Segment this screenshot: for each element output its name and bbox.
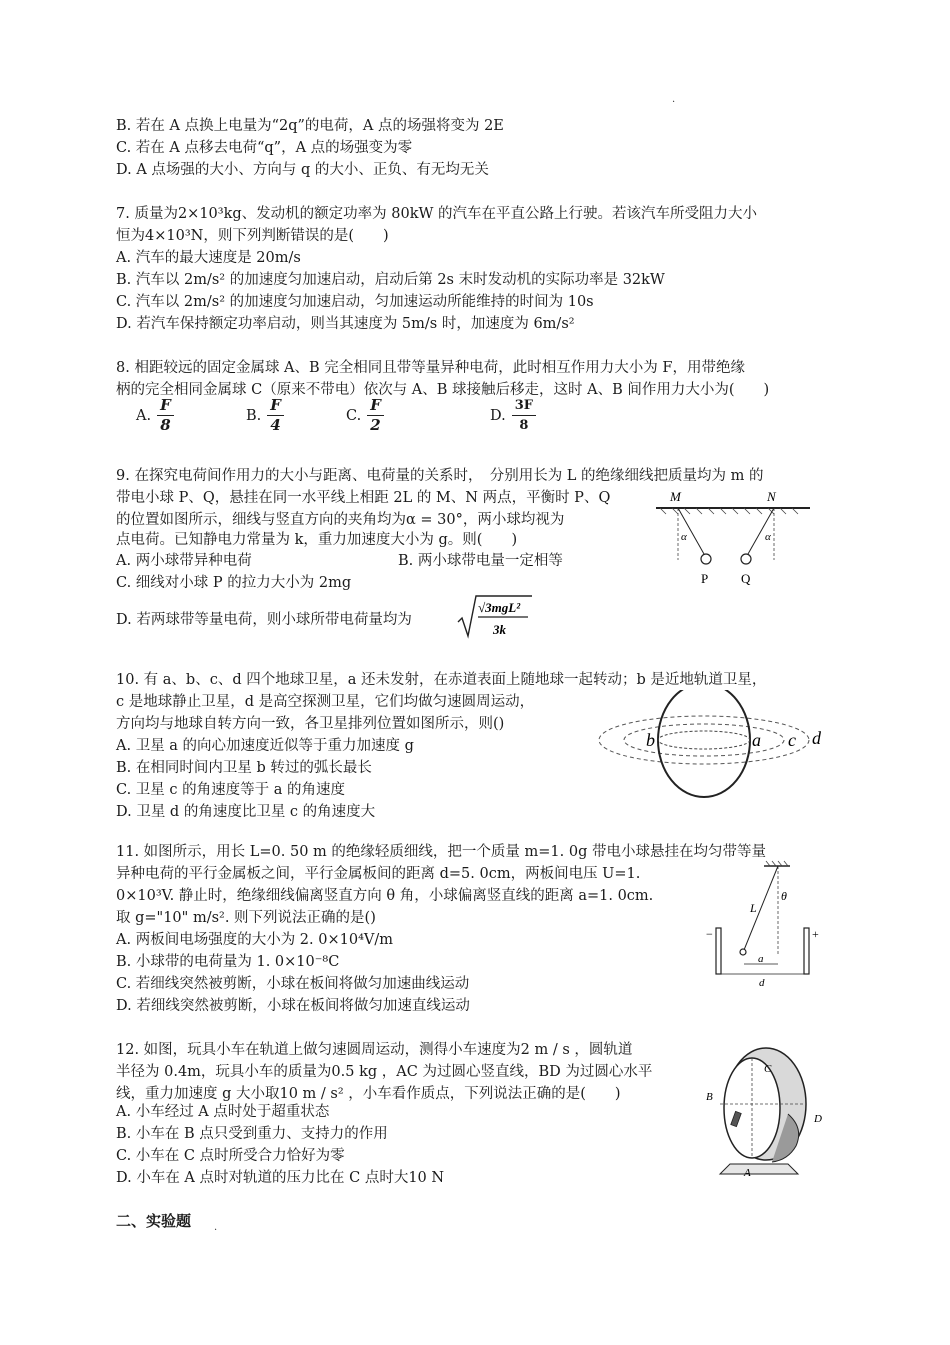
q9-option-c: C. 细线对小球 P 的拉力大小为 2mg — [116, 575, 352, 591]
q11-stem-4: 取 g="10" m/s². 则下列说法正确的是() — [116, 910, 376, 926]
q10-label-a: a — [752, 730, 761, 750]
stray-dot: . — [672, 94, 676, 105]
q10-stem-1: 10. 有 a、b、c、d 四个地球卫星，a 还未发射，在赤道表面上随地球一起转动；b 是近地轨道卫星， — [116, 672, 767, 688]
fraction-numerator: F — [267, 398, 284, 416]
q10-label-d: d — [812, 728, 821, 748]
q12-option-d: D. 小车在 A 点时对轨道的压力比在 C 点时大10 N — [116, 1170, 445, 1186]
q9-stem-2: 带电小球 P、Q，悬挂在同一水平线上相距 2L 的 M、N 两点，平衡时 P、Q — [116, 490, 611, 506]
q11-option-b: B. 小球带的电荷量为 1. 0×10⁻⁸C — [116, 954, 340, 970]
q12-label-d: D — [814, 1113, 822, 1125]
q11-label-d: d — [759, 977, 765, 989]
q12-loop-track-figure — [700, 1042, 830, 1182]
stray-dot: . — [214, 1222, 218, 1233]
q11-stem-1: 11. 如图所示，用长 L=0. 50 m 的绝缘轻质细线，把一个质量 m=1. 0g 带电小球悬挂在均匀带等量 — [116, 844, 766, 860]
fraction-numerator: F — [157, 398, 174, 416]
q11-stem-3: 0×10³V. 静止时，绝缘细线偏离竖直方向 θ 角，小球偏离竖直线的距离 a=1. 0cm. — [116, 888, 654, 904]
q11-ball — [740, 949, 746, 955]
q8-option-d-label: D. — [490, 407, 506, 424]
fraction-denominator: 8 — [160, 416, 171, 434]
q11-option-c: C. 若细线突然被剪断，小球在板间将做匀加速曲线运动 — [116, 976, 470, 992]
q11-label-theta: θ — [781, 889, 787, 903]
q10-option-b: B. 在相同时间内卫星 b 转过的弧长最长 — [116, 760, 372, 776]
q8-option-a-fraction — [157, 398, 174, 433]
q7-option-d: D. 若汽车保持额定功率启动，则当其速度为 5m/s 时，加速度为 6m/s² — [116, 316, 575, 332]
q8-option-a-label: A. — [136, 407, 152, 424]
q8-stem-1: 8. 相距较远的固定金属球 A、B 完全相同且带等量异种电荷，此时相互作用力大小为 F，用带绝缘 — [116, 360, 745, 376]
q9-option-b: B. 两小球带电量一定相等 — [398, 553, 563, 569]
q12-option-b: B. 小车在 B 点只受到重力、支持力的作用 — [116, 1126, 388, 1142]
q11-label-a: a — [758, 953, 764, 965]
q8-option-d — [490, 398, 536, 433]
q7-stem-2: 恒为4×10³N，则下列判断错误的是( ) — [116, 228, 389, 244]
fraction-denominator: 2 — [370, 416, 381, 434]
ball-q — [741, 554, 751, 564]
q8-option-b-fraction — [267, 398, 284, 433]
q7-option-b: B. 汽车以 2m/s² 的加速度匀加速启动，启动后第 2s 末时发动机的实际功率是 32kW — [116, 272, 665, 288]
q11-capacitor-figure — [706, 860, 826, 990]
q12-option-c: C. 小车在 C 点时所受合力恰好为零 — [116, 1148, 345, 1164]
q7-option-a: A. 汽车的最大速度是 20m/s — [116, 250, 301, 266]
q10-satellite-figure — [594, 690, 839, 805]
q11-option-a: A. 两板间电场强度的大小为 2. 0×10⁴V/m — [116, 932, 393, 948]
q10-option-d: D. 卫星 d 的角速度比卫星 c 的角速度大 — [116, 804, 376, 820]
q7-option-c: C. 汽车以 2m/s² 的加速度匀加速启动，匀加速运动所能维持的时间为 10s — [116, 294, 594, 310]
q9-label-q: Q — [741, 571, 751, 586]
q9-label-p: P — [701, 571, 709, 586]
q9-label-m: M — [670, 489, 681, 504]
ball-p — [701, 554, 711, 564]
q12-label-c: C — [764, 1063, 772, 1075]
q9-stem-4: 点电荷。已知静电力常量为 k，重力加速度大小为 g。则( ) — [116, 532, 518, 548]
q12-stem-3: 线，重力加速度 g 大小取10 m / s² ，小车看作质点，下列说法正确的是( ) — [116, 1086, 621, 1102]
q9-option-d: D. 若两球带等量电荷，则小球所带电荷量均为 — [116, 612, 412, 628]
q12-label-a: A — [744, 1167, 751, 1179]
q9-option-a: A. 两小球带异种电荷 — [116, 553, 252, 569]
q9-formula-numerator: √3mgL² — [478, 600, 521, 615]
q12-stem-2: 半径为 0.4m，玩具小车的质量为0.5 kg ，AC 为过圆心竖直线，BD 为过圆心水平 — [116, 1064, 653, 1080]
q10-stem-3: 方向均与地球自转方向一致，各卫星排列位置如图所示，则() — [116, 716, 505, 732]
q8-option-d-fraction — [512, 398, 536, 433]
q10-option-a: A. 卫星 a 的向心加速度近似等于重力加速度 g — [116, 738, 414, 754]
q9-formula-sqrt — [456, 592, 536, 640]
q11-minus-sign: − — [706, 927, 713, 941]
q8-option-b-label: B. — [246, 407, 262, 424]
q11-stem-2: 异种电荷的平行金属板之间，平行金属板间的距离 d=5. 0cm，两板间电压 U=1. — [116, 866, 641, 882]
q11-label-l: L — [750, 901, 757, 915]
q9-stem-3: 的位置如图所示，细线与竖直方向的夹角均为α = 30°，两小球均视为 — [116, 512, 565, 528]
q10-label-c: c — [788, 730, 796, 750]
q9-pendulum-figure — [650, 488, 820, 588]
q11-left-plate — [716, 928, 721, 974]
q12-option-a: A. 小车经过 A 点时处于超重状态 — [116, 1104, 330, 1120]
q6-option-d: D. A 点场强的大小、方向与 q 的大小、正负、有无均无关 — [116, 162, 489, 178]
fraction-denominator: 4 — [270, 416, 281, 434]
q9-label-n: N — [767, 489, 776, 504]
fraction-numerator: F — [367, 398, 384, 416]
q8-option-b — [246, 398, 284, 433]
q10-option-c: C. 卫星 c 的角速度等于 a 的角速度 — [116, 782, 345, 798]
q10-label-b: b — [646, 730, 655, 750]
q9-alpha-left: α — [681, 531, 687, 543]
section-heading-experiment: 二、实验题 — [116, 1212, 192, 1230]
q11-right-plate — [804, 928, 809, 974]
q12-stem-1: 12. 如图，玩具小车在轨道上做匀速圆周运动，测得小车速度为2 m / s ，圆轨道 — [116, 1042, 633, 1058]
q11-plus-sign: + — [812, 927, 819, 941]
q7-stem-1: 7. 质量为2×10³kg、发动机的额定功率为 80kW 的汽车在平直公路上行驶。若该汽车所受阻力大小 — [116, 206, 758, 222]
q6-option-b: B. 若在 A 点换上电量为“2q”的电荷，A 点的场强将变为 2E — [116, 118, 504, 134]
q11-option-d: D. 若细线突然被剪断，小球在板间将做匀加速直线运动 — [116, 998, 470, 1014]
q8-option-a — [136, 398, 174, 433]
fraction-denominator: 8 — [519, 418, 529, 433]
q8-option-c — [346, 398, 384, 433]
q8-option-c-label: C. — [346, 407, 362, 424]
q10-stem-2: c 是地球静止卫星，d 是高空探测卫星，它们均做匀速圆周运动， — [116, 694, 535, 710]
q9-alpha-right: α — [765, 531, 771, 543]
q12-label-b: B — [706, 1091, 713, 1103]
fraction-numerator: 3F — [512, 398, 536, 416]
q9-stem-1: 9. 在探究电荷间作用力的大小与距离、电荷量的关系时， 分别用长为 L 的绝缘细线把质量均为 m 的 — [116, 468, 764, 484]
q9-formula-denominator: 3k — [493, 622, 506, 637]
q8-option-c-fraction — [367, 398, 384, 433]
q8-stem-2: 柄的完全相同金属球 C（原来不带电）依次与 A、B 球接触后移走，这时 A、B 间作用力大小为( ) — [116, 382, 770, 398]
q6-option-c: C. 若在 A 点移去电荷“q”，A 点的场强变为零 — [116, 140, 413, 156]
